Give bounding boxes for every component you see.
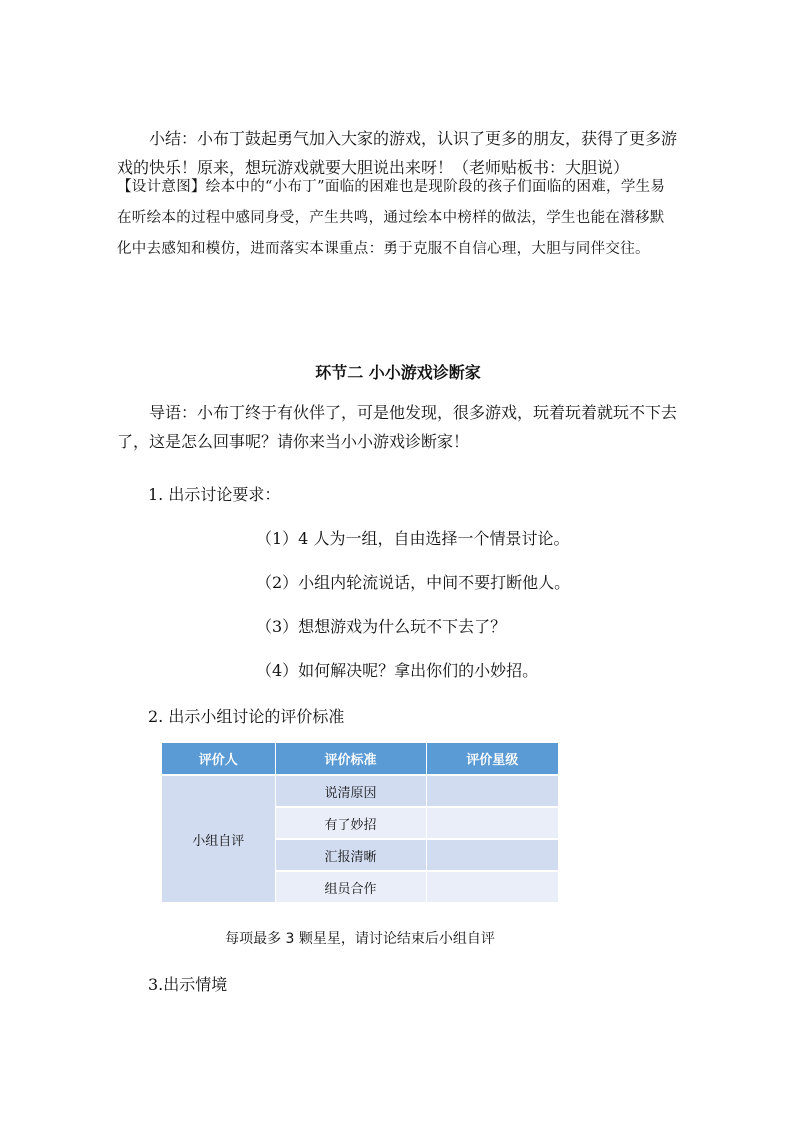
step1-title: 1. 出示讨论要求：: [148, 485, 281, 504]
criterion-cell: 说清原因: [275, 775, 426, 807]
criterion-cell: 有了妙招: [275, 807, 426, 839]
requirement-item: （4）如何解决呢？拿出你们的小妙招。: [256, 661, 539, 680]
step3-title: 3.出示情境: [148, 975, 228, 994]
requirement-item: （3）想想游戏为什么玩不下去了？: [256, 617, 507, 636]
header-evaluator: 评价人: [162, 743, 275, 775]
criterion-cell: 汇报清晰: [275, 839, 426, 871]
summary-paragraph: 小结：小布丁鼓起勇气加入大家的游戏，认识了更多的朋友，获得了更多游戏的快乐！原来，想玩游戏就要大胆说出来呀！（老师贴板书：大胆说）: [117, 129, 678, 177]
requirement-item: （1）4 人为一组，自由选择一个情景讨论。: [256, 529, 570, 548]
table-row: [162, 775, 558, 807]
table-header-row: [162, 743, 558, 775]
header-criteria: 评价标准: [275, 743, 426, 775]
step2-title: 2. 出示小组讨论的评价标准: [148, 707, 345, 726]
criterion-cell: 组员合作: [275, 871, 426, 902]
design-intent-paragraph: 【设计意图】绘本中的“小布丁”面临的困难也是现阶段的孩子们面临的困难，学生易在听绘本的过程中感同身受，产生共鸣，通过绘本中榜样的做法，学生也能在潜移默化中去感知和模仿，进而落实本课重点：勇于克服不自信心理，大胆与同伴交往。: [117, 179, 666, 257]
guide-paragraph: 导语：小布丁终于有伙伴了，可是他发现，很多游戏，玩着玩着就玩不下去了，这是怎么回事呢？请你来当小小游戏诊断家！: [117, 403, 678, 451]
stars-cell: [426, 807, 558, 839]
table-caption: 每项最多 3 颗星星，请讨论结束后小组自评: [225, 931, 495, 947]
section-title: 环节二 小小游戏诊断家: [315, 363, 481, 382]
stars-cell: [426, 775, 558, 807]
requirement-item: （2）小组内轮流说话，中间不要打断他人。: [256, 573, 571, 592]
evaluator-cell: 小组自评: [162, 775, 275, 902]
stars-cell: [426, 871, 558, 902]
stars-cell: [426, 839, 558, 871]
evaluation-table: [162, 743, 559, 902]
header-stars: 评价星级: [426, 743, 558, 775]
